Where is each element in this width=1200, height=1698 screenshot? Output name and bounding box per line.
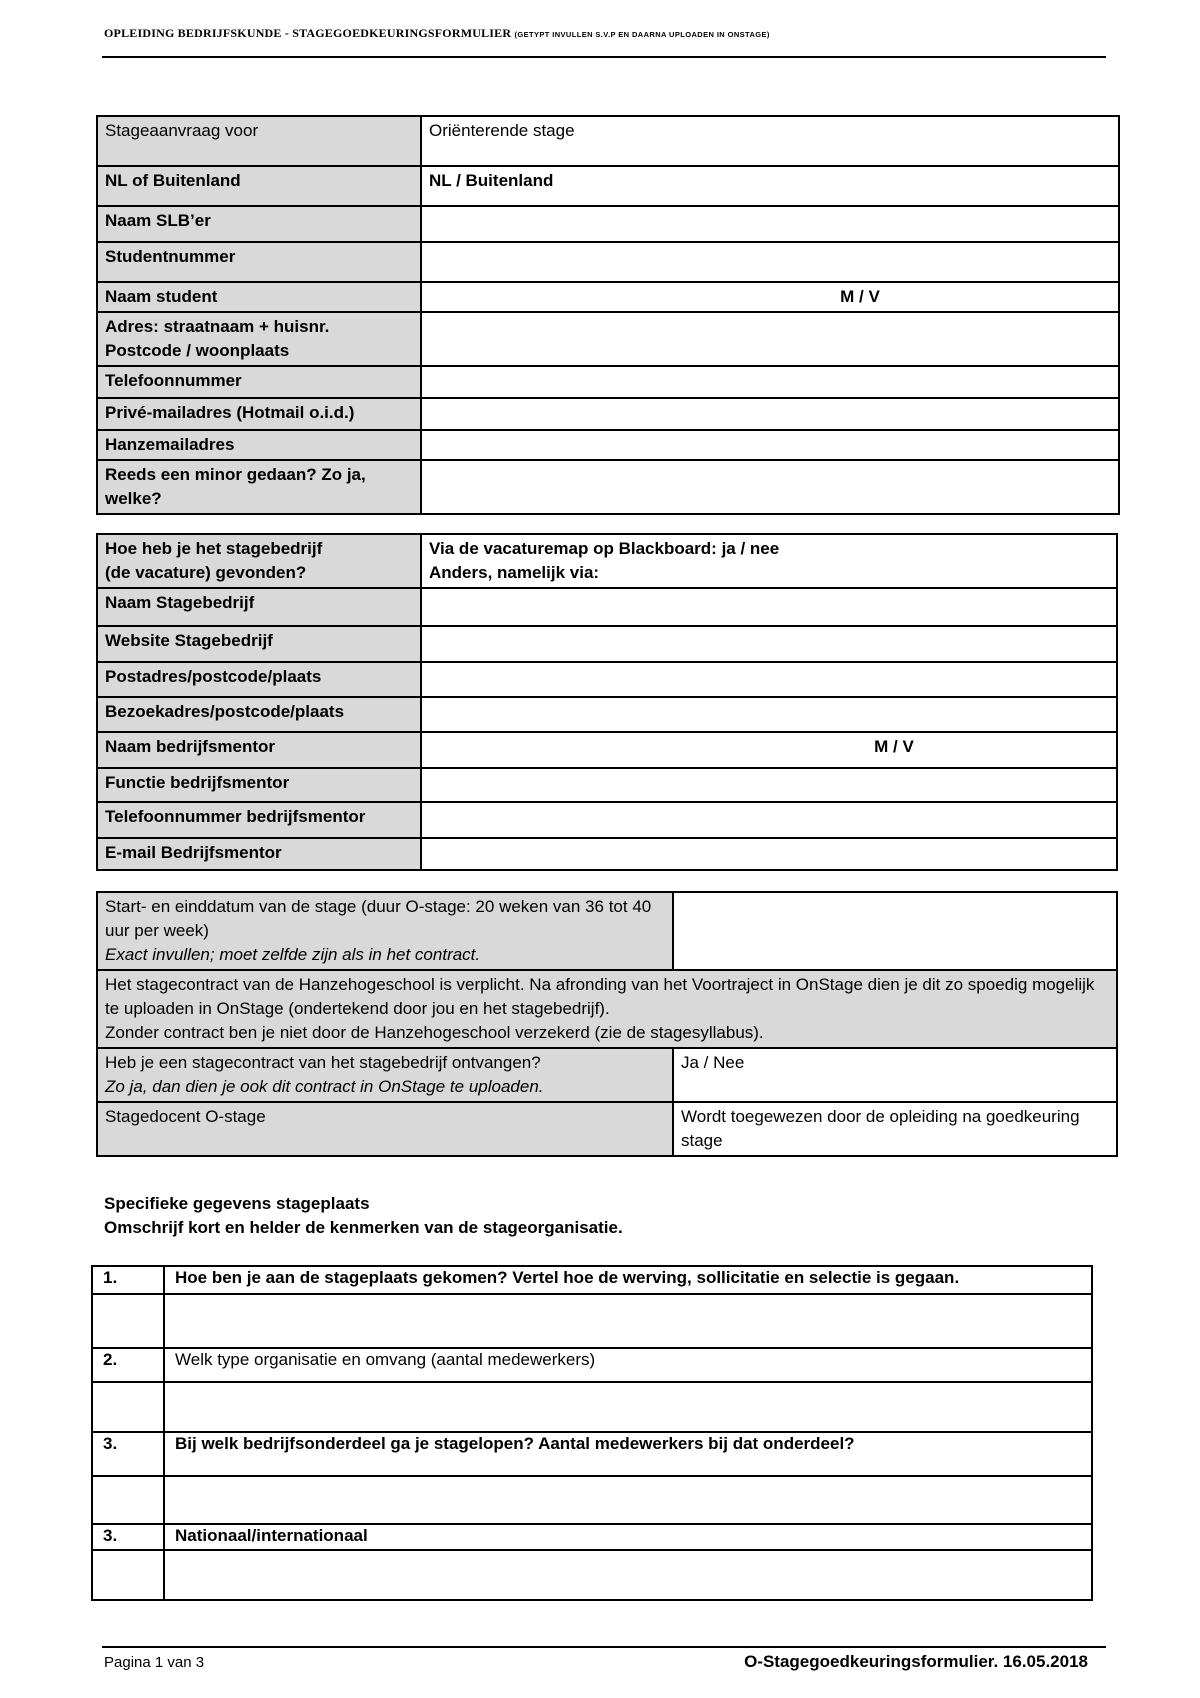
document-id: O-Stagegoedkeuringsformulier. 16.05.2018	[744, 1652, 1088, 1671]
answer-field[interactable]	[164, 1550, 1092, 1600]
label-website: Website Stagebedrijf	[97, 626, 421, 662]
question-row	[92, 1348, 1092, 1382]
gevonden-option-anders[interactable]: Anders, namelijk via:	[429, 563, 600, 582]
student-table	[96, 115, 1120, 515]
label-bedrijfsmentor: Naam bedrijfsmentor	[97, 732, 421, 768]
label-functie-mentor: Functie bedrijfsmentor	[97, 768, 421, 802]
label-dates-note: Exact invullen; moet zelfde zijn als in het contract.	[105, 945, 481, 964]
label-gevonden-line2: (de vacature) gevonden?	[105, 563, 307, 582]
question-text: Welk type organisatie en omvang (aantal medewerkers)	[164, 1348, 1092, 1382]
gevonden-option-blackboard[interactable]: Via de vacaturemap op Blackboard: ja / nee	[429, 539, 780, 558]
question-row	[92, 1524, 1092, 1550]
row-naam-bedrijf	[97, 588, 1117, 626]
row-contract-info	[97, 970, 1117, 1048]
contract-info-text2: Zonder contract ben je niet door de Hanzehogeschool verzekerd (zie de stagesyllabus).	[105, 1023, 764, 1042]
row-bezoekadres	[97, 697, 1117, 732]
label-studentnummer: Studentnummer	[97, 242, 421, 282]
label-naam-bedrijf: Naam Stagebedrijf	[97, 588, 421, 626]
field-minor[interactable]	[421, 460, 1119, 514]
field-telefoon[interactable]	[421, 366, 1119, 398]
field-website[interactable]	[421, 626, 1117, 662]
field-dates[interactable]	[673, 892, 1117, 970]
field-slber[interactable]	[421, 206, 1119, 242]
row-stagedocent	[97, 1102, 1117, 1156]
field-bedrijfsmentor[interactable]	[421, 732, 1117, 768]
label-stagedocent: Stagedocent O-stage	[97, 1102, 673, 1156]
mentor-gender-choice[interactable]: M / V	[874, 737, 914, 756]
label-contract-received-text: Heb je een stagecontract van het stagebedrijf ontvangen?	[105, 1053, 541, 1072]
label-email-mentor: E-mail Bedrijfsmentor	[97, 838, 421, 870]
field-gevonden[interactable]	[421, 534, 1117, 588]
row-telefoon	[97, 366, 1119, 398]
company-table	[96, 533, 1118, 871]
row-minor	[97, 460, 1119, 514]
answer-row	[92, 1294, 1092, 1348]
field-prive-mail[interactable]	[421, 398, 1119, 430]
label-dates-text: Start- en einddatum van de stage (duur O-stage: 20 weken van 36 tot 40 uur per week)	[105, 897, 652, 940]
row-telefoon-mentor	[97, 802, 1117, 838]
answer-number-cell	[92, 1550, 164, 1600]
label-prive-mail: Privé-mailadres (Hotmail o.i.d.)	[97, 398, 421, 430]
field-hanzemail[interactable]	[421, 430, 1119, 460]
answer-number-cell	[92, 1382, 164, 1432]
row-naam-student	[97, 282, 1119, 312]
field-email-mentor[interactable]	[421, 838, 1117, 870]
specific-title: Specifieke gegevens stageplaats	[104, 1194, 370, 1213]
question-row	[92, 1432, 1092, 1476]
label-gevonden	[97, 534, 421, 588]
label-stageaanvraag: Stageaanvraag voor	[97, 116, 421, 166]
header-subtitle: (GETYPT INVULLEN S.V.P EN DAARNA UPLOADEN IN ONSTAGE)	[514, 30, 770, 39]
field-telefoon-mentor[interactable]	[421, 802, 1117, 838]
question-number: 1.	[92, 1266, 164, 1294]
field-adres[interactable]	[421, 312, 1119, 366]
question-text: Bij welk bedrijfsonderdeel ga je stagelopen? Aantal medewerkers bij dat onderdeel?	[164, 1432, 1092, 1476]
label-postadres: Postadres/postcode/plaats	[97, 662, 421, 697]
row-bedrijfsmentor	[97, 732, 1117, 768]
label-adres-line1: Adres: straatnaam + huisnr.	[105, 317, 330, 336]
field-naam-bedrijf[interactable]	[421, 588, 1117, 626]
answer-row	[92, 1382, 1092, 1432]
row-prive-mail	[97, 398, 1119, 430]
document-header	[104, 26, 1104, 41]
contract-info-text: Het stagecontract van de Hanzehogeschool is verplicht. Na afronding van het Voortraject in OnStage dien je dit zo spoedig mogelijk te uploaden in OnStage (ondertekend door jou en het stagebedrijf).	[105, 975, 1095, 1018]
row-nl-buitenland	[97, 166, 1119, 206]
field-bezoekadres[interactable]	[421, 697, 1117, 732]
field-stagedocent: Wordt toegewezen door de opleiding na goedkeuring stage	[673, 1102, 1117, 1156]
row-stageaanvraag	[97, 116, 1119, 166]
label-nl-buitenland: NL of Buitenland	[97, 166, 421, 206]
question-number: 3.	[92, 1524, 164, 1550]
field-contract-received[interactable]: Ja / Nee	[673, 1048, 1117, 1102]
row-hanzemail	[97, 430, 1119, 460]
row-studentnummer	[97, 242, 1119, 282]
row-functie-mentor	[97, 768, 1117, 802]
label-adres	[97, 312, 421, 366]
label-minor	[97, 460, 421, 514]
row-postadres	[97, 662, 1117, 697]
field-studentnummer[interactable]	[421, 242, 1119, 282]
row-dates	[97, 892, 1117, 970]
label-slber: Naam SLB’er	[97, 206, 421, 242]
label-gevonden-line1: Hoe heb je het stagebedrijf	[105, 539, 323, 558]
row-contract-received	[97, 1048, 1117, 1102]
contract-info	[97, 970, 1117, 1048]
question-text: Nationaal/internationaal	[164, 1524, 1092, 1550]
row-email-mentor	[97, 838, 1117, 870]
page-number: Pagina 1 van 3	[104, 1654, 205, 1671]
contract-table	[96, 891, 1118, 1157]
label-contract-received-note: Zo ja, dan dien je ook dit contract in OnStage te uploaden.	[105, 1077, 544, 1096]
row-website	[97, 626, 1117, 662]
footer-rule	[102, 1646, 1106, 1648]
header-title: OPLEIDING BEDRIJFSKUNDE - STAGEGOEDKEURINGSFORMULIER	[104, 26, 512, 40]
label-naam-student: Naam student	[97, 282, 421, 312]
row-slber	[97, 206, 1119, 242]
label-hanzemail: Hanzemailadres	[97, 430, 421, 460]
specific-subtitle: Omschrijf kort en helder de kenmerken van de stageorganisatie.	[104, 1218, 623, 1237]
field-functie-mentor[interactable]	[421, 768, 1117, 802]
row-gevonden	[97, 534, 1117, 588]
field-postadres[interactable]	[421, 662, 1117, 697]
specific-section-heading	[104, 1192, 623, 1240]
row-adres	[97, 312, 1119, 366]
question-number: 2.	[92, 1348, 164, 1382]
label-contract-received	[97, 1048, 673, 1102]
value-stageaanvraag[interactable]: Oriënterende stage	[421, 116, 1119, 166]
answer-number-cell	[92, 1294, 164, 1348]
label-adres-line2: Postcode / woonplaats	[105, 341, 290, 360]
answer-number-cell	[92, 1476, 164, 1524]
header-rule	[102, 56, 1106, 58]
value-nl-buitenland[interactable]: NL / Buitenland	[421, 166, 1119, 206]
question-row	[92, 1266, 1092, 1294]
answer-field[interactable]	[164, 1382, 1092, 1432]
question-number: 3.	[92, 1432, 164, 1476]
label-dates	[97, 892, 673, 970]
label-minor-line1: Reeds een minor gedaan? Zo ja,	[105, 465, 366, 484]
questions-table	[91, 1265, 1093, 1601]
field-naam-student[interactable]	[421, 282, 1119, 312]
answer-row	[92, 1476, 1092, 1524]
answer-field[interactable]	[164, 1294, 1092, 1348]
label-minor-line2: welke?	[105, 489, 162, 508]
question-text: Hoe ben je aan de stageplaats gekomen? Vertel hoe de werving, sollicitatie en selectie is gegaan.	[164, 1266, 1092, 1294]
label-telefoon: Telefoonnummer	[97, 366, 421, 398]
label-bezoekadres: Bezoekadres/postcode/plaats	[97, 697, 421, 732]
answer-row	[92, 1550, 1092, 1600]
gender-choice[interactable]: M / V	[840, 287, 880, 306]
label-telefoon-mentor: Telefoonnummer bedrijfsmentor	[97, 802, 421, 838]
answer-field[interactable]	[164, 1476, 1092, 1524]
